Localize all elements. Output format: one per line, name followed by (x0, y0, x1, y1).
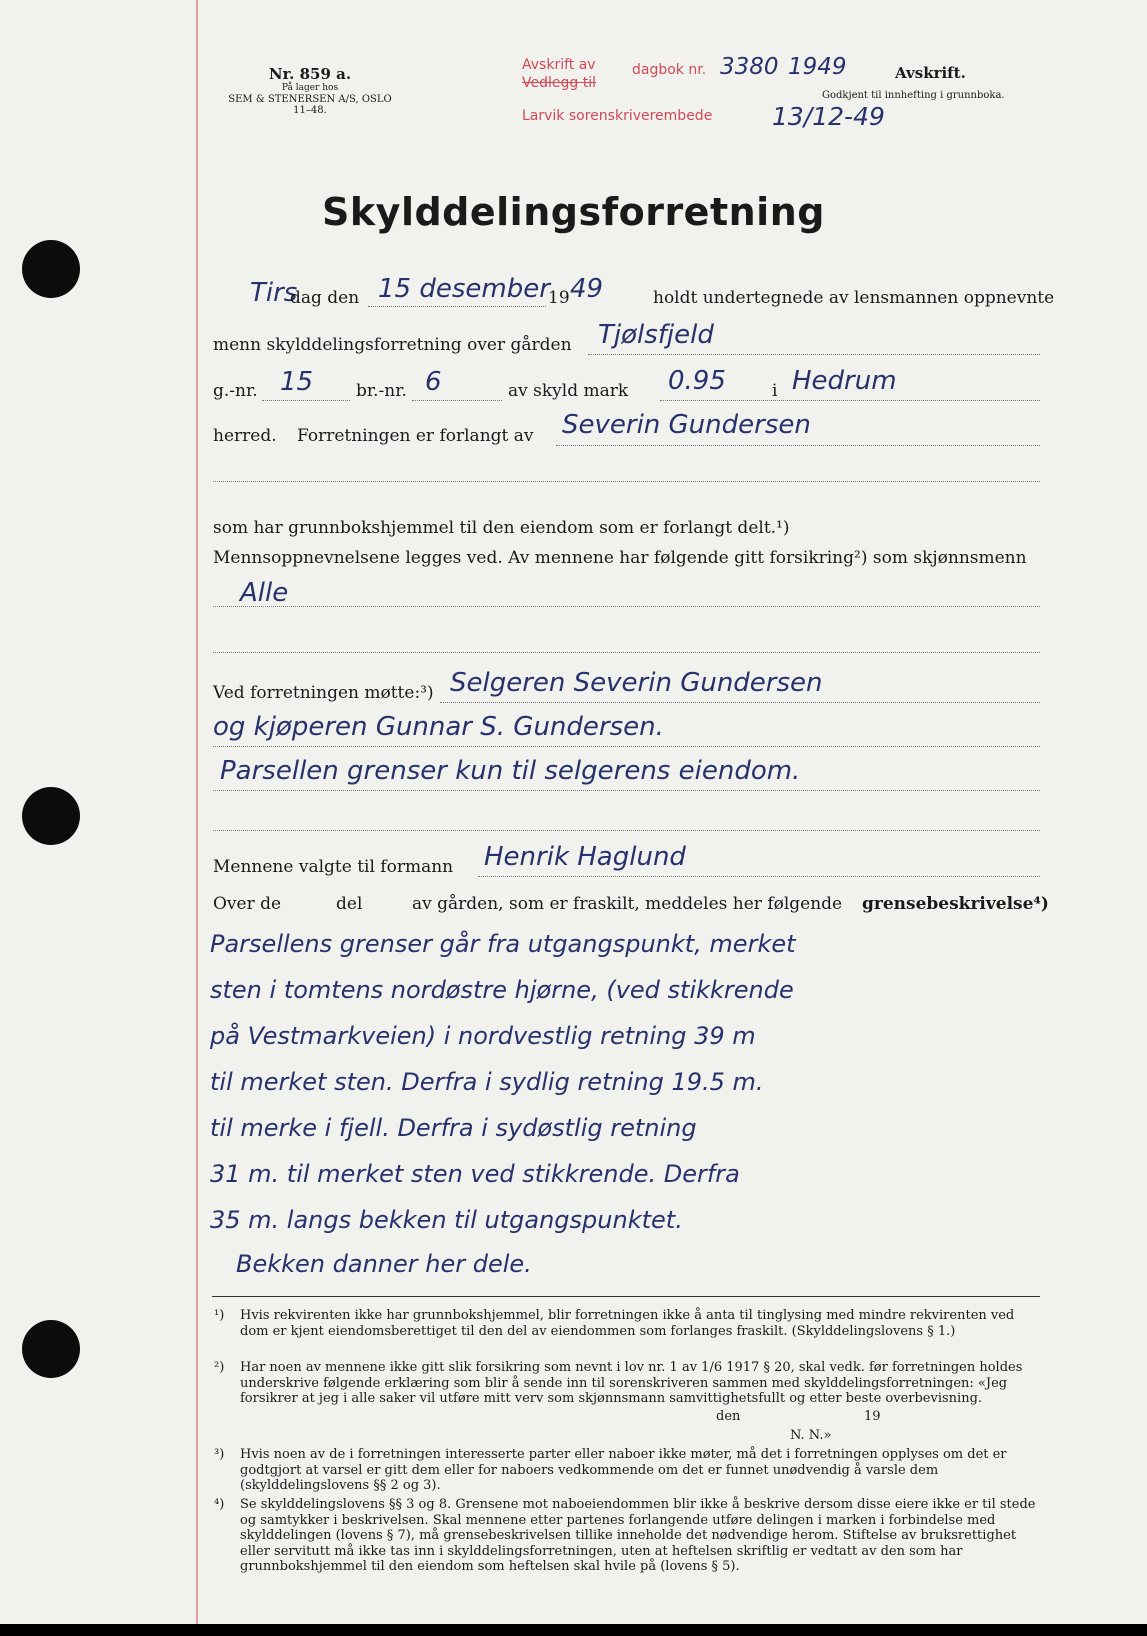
gnr-handwritten: 15 (280, 367, 314, 397)
herred-handwritten: Hedrum (792, 366, 897, 396)
fill-rule (213, 830, 1040, 831)
fill-rule (213, 746, 1040, 747)
footnote-text: Hvis noen av de i forretningen interesserte parter eller naboer ikke møter, må det i forretningen opplyses om det er godtgjort at varsel er gitt dem eller for naboers vedkommende om det er funnet unødvendig å varsle dem (skylddelingslovens §§ 2 og 3). (240, 1447, 1007, 1493)
motte-handwritten: Parsellen grenser kun til selgerens eiendom. (220, 756, 801, 786)
footnote (214, 1308, 1040, 1339)
footnote (214, 1447, 1040, 1494)
description-line: til merket sten. Derfra i sydlig retning 19.5 m. (210, 1068, 764, 1096)
footnote-text: Se skylddelingslovens §§ 3 og 8. Grensene mot naboeiendommen blir ikke å beskrive dersom disse eiere ikke er til stede og samtykker i beskrivelsen. Skal mennene etter partenes forlangende utføre delingen i marken i forbindelse med skylddelingen (lovens § 7), må grensebeskrivelsen tillike inneholde det nødvendige herom. Stiftelse av bruksrettighet eller servitutt må ikke tas inn i skylddelingsforretningen, uten at heftelsen skriftlig er vedtatt av den som har grunnbokshjemmel til den eiendom som heftelsen skal hvile på (lovens § 5). (240, 1497, 1036, 1574)
dagbok-number: 3380 (720, 54, 779, 80)
stamp-line: Vedlegg til (522, 75, 596, 91)
stamp-dagbok: dagbok nr. (632, 62, 707, 78)
fill-rule (213, 606, 1040, 607)
footnote-nn: N. N.» (790, 1428, 832, 1443)
footnote (214, 1360, 1040, 1407)
margin-line (196, 0, 198, 1624)
punch-hole (22, 787, 80, 845)
fill-rule (213, 790, 1040, 791)
publisher-line: 11–48. (293, 105, 327, 117)
form-number: Nr. 859 a. (268, 65, 352, 83)
bnr-handwritten: 6 (425, 367, 442, 397)
label-dag-den: dag den (290, 288, 360, 308)
footnote-number: ³) (214, 1447, 225, 1462)
publisher-line: På lager hos (281, 83, 339, 94)
footnote-separator (212, 1296, 1040, 1297)
fill-rule (440, 702, 1040, 703)
label-over-garden: menn skylddelingsforretning over gården (213, 335, 572, 355)
fill-rule (660, 400, 1040, 401)
label-gnr: g.-nr. (213, 381, 258, 401)
stamp-date: 13/12-49 (772, 102, 885, 131)
fill-rule (368, 306, 546, 307)
year-prefix: 19 (548, 288, 570, 308)
menn-text: Mennsoppnevnelsene legges ved. Av mennene har følgende gitt forsikring²) som skjønnsmenn (213, 548, 1027, 568)
fill-rule (213, 652, 1040, 653)
alle-handwritten: Alle (240, 578, 289, 608)
fill-rule (478, 876, 1040, 877)
page-title: Skylddelingsforretning (322, 190, 825, 234)
farm-handwritten: Tjølsfjeld (598, 320, 714, 350)
skyld-handwritten: 0.95 (668, 366, 726, 396)
footnote-year: 19 (864, 1409, 881, 1424)
punch-hole (22, 240, 80, 298)
formann-handwritten: Henrik Haglund (484, 842, 686, 872)
label-grensebeskrivelse: grensebeskrivelse⁴) (862, 894, 1049, 914)
dagbok-year: 1949 (788, 54, 847, 80)
footnote-number: ⁴) (214, 1497, 225, 1512)
label-fraskilt: av gården, som er fraskilt, meddeles her følgende (412, 894, 843, 914)
label-herred: herred. (213, 426, 277, 446)
date-handwritten: 15 desember (378, 274, 550, 304)
motte-handwritten: Selgeren Severin Gundersen (450, 668, 823, 698)
description-line: sten i tomtens nordøstre hjørne, (ved stikkrende (210, 976, 794, 1004)
fill-rule (213, 481, 1040, 482)
description-line: 35 m. langs bekken til utgangspunktet. (210, 1206, 683, 1234)
year-handwritten: 49 (570, 274, 604, 304)
footnote-text: Har noen av mennene ikke gitt slik forsikring som nevnt i lov nr. 1 av 1/6 1917 § 20, skal vedk. før forretningen holdes underskrive følgende erklæring som blir å sende inn til sorenskriveren sammen med skylddelingsforretningen: «Jeg forsikrer at jeg i alle saker vil utføre mitt verv som skjønnsmann samvittighetsfullt og etter beste overbevisning. (240, 1360, 1023, 1406)
description-line: 31 m. til merket sten ved stikkrende. Derfra (210, 1160, 740, 1188)
label-forlangt: Forretningen er forlangt av (297, 426, 534, 446)
label-over-de: Over de (213, 894, 282, 914)
fill-rule (588, 354, 1040, 355)
label-i: i (772, 381, 778, 401)
footnote (214, 1497, 1040, 1575)
fill-rule (262, 400, 350, 401)
avskrift-label: Avskrift. (895, 64, 966, 82)
label-motte: Ved forretningen møtte:³) (213, 683, 434, 703)
fill-rule (556, 445, 1040, 446)
description-line: til merke i fjell. Derfra i sydøstlig retning (210, 1114, 697, 1142)
label-del: del (336, 894, 363, 914)
label-skyld: av skyld mark (508, 381, 629, 401)
footnote-text: Hvis rekvirenten ikke har grunnbokshjemmel, blir forretningen ikke å anta til tinglysing med mindre rekvirenten ved dom er kjent eiendomsberettiget til den del av eiendommen som forlanges fraskilt. (Skylddelingslovens § 1.) (240, 1308, 1015, 1339)
godkjent-label: Godkjent til innhefting i grunnboka. (822, 90, 1005, 101)
description-line: Bekken danner her dele. (236, 1250, 532, 1278)
description-line: Parsellens grenser går fra utgangspunkt, merket (210, 930, 796, 958)
fill-rule (412, 400, 502, 401)
scan-border (0, 1624, 1147, 1636)
forlangt-handwritten: Severin Gundersen (562, 410, 811, 440)
label-bnr: br.-nr. (356, 381, 407, 401)
stamp-line: Avskrift av (522, 57, 596, 73)
form-publisher-block (215, 66, 405, 117)
footnote-number: ²) (214, 1360, 225, 1375)
stamp-office: Larvik sorenskriverembede (522, 108, 713, 124)
description-line: på Vestmarkveien) i nordvestlig retning 39 m (210, 1022, 756, 1050)
punch-hole (22, 1320, 80, 1378)
label-holdt: holdt undertegnede av lensmannen oppnevnte (653, 288, 1055, 308)
footnote-den: den (716, 1409, 741, 1424)
publisher-line: SEM & STENERSEN A/S, OSLO (228, 93, 392, 105)
footnote-number: ¹) (214, 1308, 225, 1323)
label-formann: Mennene valgte til formann (213, 857, 454, 877)
motte-handwritten: og kjøperen Gunnar S. Gundersen. (213, 712, 664, 742)
grunnbok-text: som har grunnbokshjemmel til den eiendom som er forlangt delt.¹) (213, 518, 790, 538)
day-handwritten: Tirs (250, 278, 298, 308)
